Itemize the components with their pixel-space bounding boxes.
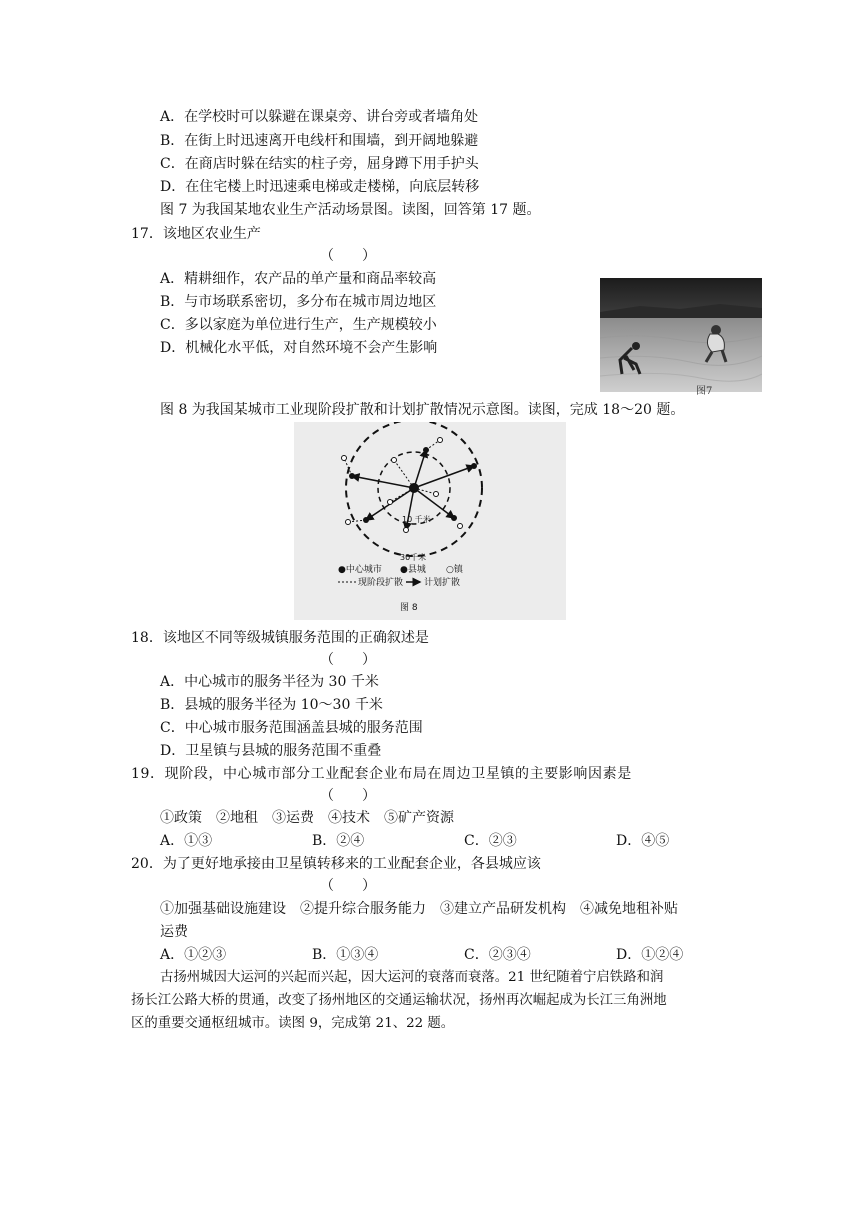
figure-7-photo — [600, 278, 762, 397]
intro-q17: 图 7 为我国某地农业生产活动场景图。读图，回答第 17 题。 — [160, 202, 541, 218]
option-d: D．卫星镇与县城的服务范围不重叠 — [160, 743, 382, 759]
option-b: B．①③④ — [312, 947, 379, 963]
measure-list-continued: 运费 — [160, 924, 188, 940]
factor-list: ①政策 ②地租 ③运费 ④技术 ⑤矿产资源 — [160, 810, 454, 826]
option-a: A．精耕细作，农产品的单产量和商品率较高 — [160, 271, 437, 287]
legend-town: ○镇 — [446, 565, 463, 575]
question-19-stem: 19．现阶段，中心城市部分工业配套企业布局在周边卫星镇的主要影响因素是 — [131, 766, 632, 782]
figure-8-caption: 图 8 — [400, 603, 418, 613]
legend-central-city: ●中心城市 — [338, 565, 382, 575]
question-20-stem: 20．为了更好地承接由卫星镇转移来的工业配套企业，各县城应该 — [131, 856, 541, 872]
option-c: C．多以家庭为单位进行生产，生产规模较小 — [160, 317, 437, 333]
answer-paren: （ ） — [320, 878, 376, 894]
option-c: C．在商店时躲在结实的柱子旁，屈身蹲下用手护头 — [160, 156, 479, 172]
option-a: A．①③ — [160, 833, 213, 849]
central-city-marker — [409, 483, 419, 493]
passage-line-3: 区的重要交通枢纽城市。读图 9，完成第 21、22 题。 — [131, 1016, 455, 1031]
answer-paren: （ ） — [320, 248, 376, 264]
legend-county-town: ●县城 — [400, 565, 426, 575]
outer-radius-label: 30千米 — [400, 553, 427, 562]
urban-diffusion-diagram — [294, 422, 566, 620]
intro-q18-20: 图 8 为我国某城市工业现阶段扩散和计划扩散情况示意图。读图，完成 18～20 题。 — [160, 402, 685, 418]
figure-7-caption: 图7 — [696, 386, 713, 397]
legend-planned-diffusion: 计划扩散 — [424, 578, 461, 588]
option-b: B．②④ — [312, 833, 365, 849]
option-d: D．机械化水平低，对自然环境不会产生影响 — [160, 340, 438, 356]
passage-line-2: 扬长江公路大桥的贯通，改变了扬州地区的交通运输状况，扬州再次崛起成为长江三角洲地 — [131, 993, 667, 1008]
answer-paren: （ ） — [320, 788, 376, 804]
legend-current-diffusion: 现阶段扩散 — [358, 578, 404, 588]
option-a: A．①②③ — [160, 947, 227, 963]
inner-radius-label: 10 千米 — [402, 515, 431, 524]
option-a: A．在学校时可以躲避在课桌旁、讲台旁或者墙角处 — [160, 109, 479, 125]
measure-list: ①加强基础设施建设 ②提升综合服务能力 ③建立产品研发机构 ④减免地租补贴 — [160, 901, 678, 917]
option-c: C．②③ — [464, 833, 517, 849]
option-c: C．中心城市服务范围涵盖县城的服务范围 — [160, 720, 423, 736]
option-b: B．在街上时迅速离开电线杆和围墙，到开阔地躲避 — [160, 133, 479, 149]
question-18-stem: 18．该地区不同等级城镇服务范围的正确叙述是 — [131, 630, 429, 646]
option-c: C．②③④ — [464, 947, 531, 963]
figure-8 — [294, 422, 566, 620]
farming-scene-image — [600, 278, 762, 392]
option-b: B．县城的服务半径为 10～30 千米 — [160, 697, 383, 713]
passage-line-1: 古扬州城因大运河的兴起而兴起，因大运河的衰落而衰落。21 世纪随着宁启铁路和润 — [160, 970, 664, 985]
option-d: D．①②④ — [616, 947, 684, 963]
option-b: B．与市场联系密切，多分布在城市周边地区 — [160, 294, 437, 310]
question-17-stem: 17．该地区农业生产 — [131, 226, 261, 242]
option-d: D．④⑤ — [616, 833, 670, 849]
answer-paren: （ ） — [320, 652, 376, 668]
option-a: A．中心城市的服务半径为 30 千米 — [160, 674, 379, 690]
option-d: D．在住宅楼上时迅速乘电梯或走楼梯，向底层转移 — [160, 179, 480, 195]
